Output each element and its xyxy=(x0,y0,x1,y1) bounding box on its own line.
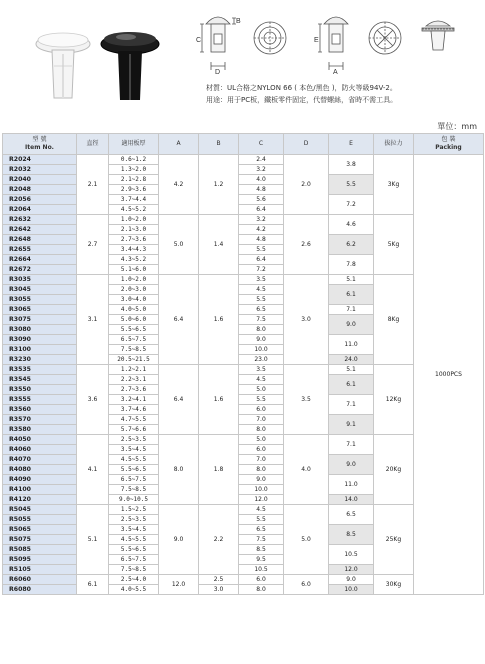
thickness-cell: 5.7~6.6 xyxy=(109,425,159,435)
item-number-cell: R5105 xyxy=(3,565,77,575)
c-cell: 4.5 xyxy=(239,505,284,515)
c-cell: 3.2 xyxy=(239,215,284,225)
c-cell: 7.2 xyxy=(239,265,284,275)
thickness-cell: 2.5~4.0 xyxy=(109,575,159,585)
thickness-cell: 4.0~5.5 xyxy=(109,585,159,595)
thickness-cell: 20.5~21.5 xyxy=(109,355,159,365)
thickness-cell: 3.5~4.5 xyxy=(109,525,159,535)
spec-table xyxy=(2,133,484,595)
e-cell: 5.1 xyxy=(329,365,374,375)
c-cell: 8.0 xyxy=(239,585,284,595)
item-number-cell: R2024 xyxy=(3,155,77,165)
c-cell: 9.5 xyxy=(239,555,284,565)
table-row xyxy=(3,365,484,375)
b-cell: 3.0 xyxy=(199,585,239,595)
thickness-cell: 2.0~3.0 xyxy=(109,285,159,295)
c-cell: 3.2 xyxy=(239,165,284,175)
dim-label-d: D xyxy=(215,69,221,76)
e-cell: 5.5 xyxy=(329,175,374,195)
item-number-cell: R6060 xyxy=(3,575,77,585)
c-cell: 5.6 xyxy=(239,195,284,205)
table-row xyxy=(3,275,484,285)
header-b: B xyxy=(199,134,239,155)
c-cell: 3.5 xyxy=(239,365,284,375)
e-cell: 24.0 xyxy=(329,355,374,365)
item-number-cell: R4060 xyxy=(3,445,77,455)
thickness-cell: 5.5~6.5 xyxy=(109,325,159,335)
item-number-cell: R3550 xyxy=(3,385,77,395)
e-cell: 6.1 xyxy=(329,375,374,395)
table-header-row xyxy=(3,134,484,155)
header-diameter: 直徑 xyxy=(77,134,109,155)
thickness-cell: 1.5~2.5 xyxy=(109,505,159,515)
d-cell: 4.0 xyxy=(284,435,329,505)
c-cell: 10.0 xyxy=(239,345,284,355)
c-cell: 5.0 xyxy=(239,385,284,395)
header-item: 型 號 Item No. xyxy=(3,134,77,155)
thickness-cell: 6.5~7.5 xyxy=(109,555,159,565)
e-cell: 9.0 xyxy=(329,575,374,585)
a-cell: 8.0 xyxy=(159,435,199,505)
c-cell: 4.5 xyxy=(239,285,284,295)
header-pull: 拔拉力 xyxy=(374,134,414,155)
c-cell: 6.0 xyxy=(239,445,284,455)
c-cell: 6.5 xyxy=(239,305,284,315)
thickness-cell: 3.5~4.5 xyxy=(109,445,159,455)
table-row xyxy=(3,435,484,445)
c-cell: 4.2 xyxy=(239,225,284,235)
c-cell: 6.0 xyxy=(239,405,284,415)
header-e: E xyxy=(329,134,374,155)
table-row xyxy=(3,215,484,225)
header-d: D xyxy=(284,134,329,155)
b-cell: 1.8 xyxy=(199,435,239,505)
product-photo xyxy=(18,6,168,106)
e-cell: 7.1 xyxy=(329,395,374,415)
thickness-cell: 6.5~7.5 xyxy=(109,335,159,345)
thickness-cell: 5.5~6.5 xyxy=(109,465,159,475)
dim-label-c: C xyxy=(196,37,202,44)
item-number-cell: R5075 xyxy=(3,535,77,545)
product-header xyxy=(0,0,485,112)
e-cell: 12.0 xyxy=(329,565,374,575)
item-number-cell: R2064 xyxy=(3,205,77,215)
c-cell: 5.0 xyxy=(239,435,284,445)
c-cell: 8.0 xyxy=(239,425,284,435)
e-cell: 7.8 xyxy=(329,255,374,275)
item-number-cell: R5095 xyxy=(3,555,77,565)
c-cell: 5.5 xyxy=(239,295,284,305)
e-cell: 10.5 xyxy=(329,545,374,565)
a-cell: 9.0 xyxy=(159,505,199,575)
e-cell: 6.1 xyxy=(329,285,374,305)
item-number-cell: R6080 xyxy=(3,585,77,595)
c-cell: 6.0 xyxy=(239,575,284,585)
c-cell: 4.5 xyxy=(239,375,284,385)
c-cell: 7.5 xyxy=(239,315,284,325)
item-number-cell: R3545 xyxy=(3,375,77,385)
e-cell: 7.1 xyxy=(329,435,374,455)
thickness-cell: 5.0~6.0 xyxy=(109,315,159,325)
c-cell: 3.5 xyxy=(239,275,284,285)
diameter-cell: 5.1 xyxy=(77,505,109,575)
thickness-cell: 2.7~3.6 xyxy=(109,235,159,245)
item-number-cell: R4120 xyxy=(3,495,77,505)
item-number-cell: R3045 xyxy=(3,285,77,295)
thickness-cell: 0.6~1.2 xyxy=(109,155,159,165)
pull-force-cell: 30Kg xyxy=(374,575,414,595)
e-cell: 8.5 xyxy=(329,525,374,545)
d-cell: 2.6 xyxy=(284,215,329,275)
item-number-cell: R3090 xyxy=(3,335,77,345)
e-cell: 7.1 xyxy=(329,305,374,315)
thickness-cell: 4.0~5.0 xyxy=(109,305,159,315)
c-cell: 5.5 xyxy=(239,395,284,405)
c-cell: 9.0 xyxy=(239,335,284,345)
thickness-cell: 3.2~4.1 xyxy=(109,395,159,405)
e-cell: 5.1 xyxy=(329,275,374,285)
d-cell: 3.0 xyxy=(284,275,329,365)
thickness-cell: 1.0~2.0 xyxy=(109,275,159,285)
item-number-cell: R3535 xyxy=(3,365,77,375)
thickness-cell: 2.5~3.5 xyxy=(109,515,159,525)
thickness-cell: 2.1~2.8 xyxy=(109,175,159,185)
header-a: A xyxy=(159,134,199,155)
c-cell: 4.8 xyxy=(239,235,284,245)
c-cell: 8.0 xyxy=(239,465,284,475)
thickness-cell: 2.5~3.5 xyxy=(109,435,159,445)
b-cell: 1.6 xyxy=(199,365,239,435)
pull-force-cell: 8Kg xyxy=(374,275,414,365)
header-packing: 包 裝 Packing xyxy=(414,134,484,155)
b-cell: 2.2 xyxy=(199,505,239,575)
item-number-cell: R2655 xyxy=(3,245,77,255)
dim-label-e: E xyxy=(314,37,319,44)
item-number-cell: R3100 xyxy=(3,345,77,355)
item-number-cell: R2048 xyxy=(3,185,77,195)
item-number-cell: R2642 xyxy=(3,225,77,235)
item-number-cell: R4080 xyxy=(3,465,77,475)
table-row xyxy=(3,575,484,585)
thickness-cell: 9.0~10.5 xyxy=(109,495,159,505)
black-clip-image xyxy=(101,32,159,100)
table-row xyxy=(3,505,484,515)
a-cell: 4.2 xyxy=(159,155,199,215)
diameter-cell: 6.1 xyxy=(77,575,109,595)
e-cell: 9.0 xyxy=(329,455,374,475)
c-cell: 2.4 xyxy=(239,155,284,165)
thickness-cell: 5.1~6.0 xyxy=(109,265,159,275)
c-cell: 6.5 xyxy=(239,525,284,535)
c-cell: 7.0 xyxy=(239,415,284,425)
dim-label-a: A xyxy=(333,69,338,76)
e-cell: 9.1 xyxy=(329,415,374,435)
item-number-cell: R3055 xyxy=(3,295,77,305)
e-cell: 10.0 xyxy=(329,585,374,595)
c-cell: 5.5 xyxy=(239,515,284,525)
item-number-cell: R2648 xyxy=(3,235,77,245)
thickness-cell: 7.5~8.5 xyxy=(109,565,159,575)
item-number-cell: R2032 xyxy=(3,165,77,175)
b-cell: 2.5 xyxy=(199,575,239,585)
diameter-cell: 3.6 xyxy=(77,365,109,435)
a-cell: 6.4 xyxy=(159,275,199,365)
item-number-cell: R2040 xyxy=(3,175,77,185)
item-number-cell: R3080 xyxy=(3,325,77,335)
packing-cell: 1000PCS xyxy=(414,155,484,595)
c-cell: 10.5 xyxy=(239,565,284,575)
c-cell: 9.0 xyxy=(239,475,284,485)
c-cell: 4.8 xyxy=(239,185,284,195)
spec-table-body xyxy=(3,155,484,595)
c-cell: 4.0 xyxy=(239,175,284,185)
thickness-cell: 1.2~2.1 xyxy=(109,365,159,375)
b-cell: 1.4 xyxy=(199,215,239,275)
item-number-cell: R3075 xyxy=(3,315,77,325)
item-number-cell: R2632 xyxy=(3,215,77,225)
thickness-cell: 2.2~3.1 xyxy=(109,375,159,385)
thickness-cell: 5.5~6.5 xyxy=(109,545,159,555)
e-cell: 6.5 xyxy=(329,505,374,525)
usage-text: 用途：用于PC板，鐵板零件固定，代替螺絲，省時不需工具。 xyxy=(206,96,398,104)
c-cell: 7.0 xyxy=(239,455,284,465)
c-cell: 8.5 xyxy=(239,545,284,555)
c-cell: 8.0 xyxy=(239,325,284,335)
c-cell: 23.0 xyxy=(239,355,284,365)
e-cell: 4.6 xyxy=(329,215,374,235)
e-cell: 11.0 xyxy=(329,475,374,495)
b-cell: 1.2 xyxy=(199,155,239,215)
thickness-cell: 4.5~5.5 xyxy=(109,455,159,465)
item-number-cell: R4090 xyxy=(3,475,77,485)
dim-label-b: B xyxy=(236,18,241,25)
a-cell: 12.0 xyxy=(159,575,199,595)
pull-force-cell: 3Kg xyxy=(374,155,414,215)
d-cell: 6.0 xyxy=(284,575,329,595)
b-cell: 1.6 xyxy=(199,275,239,365)
diameter-cell: 4.1 xyxy=(77,435,109,505)
thickness-cell: 1.0~2.0 xyxy=(109,215,159,225)
thickness-cell: 4.7~5.5 xyxy=(109,415,159,425)
pull-force-cell: 5Kg xyxy=(374,215,414,275)
item-number-cell: R2664 xyxy=(3,255,77,265)
item-number-cell: R2056 xyxy=(3,195,77,205)
thickness-cell: 3.0~4.0 xyxy=(109,295,159,305)
e-cell: 6.2 xyxy=(329,235,374,255)
thickness-cell: 3.4~4.3 xyxy=(109,245,159,255)
e-cell: 3.8 xyxy=(329,155,374,175)
item-number-cell: R5045 xyxy=(3,505,77,515)
c-cell: 5.5 xyxy=(239,245,284,255)
e-cell: 7.2 xyxy=(329,195,374,215)
header-c: C xyxy=(239,134,284,155)
thickness-cell: 4.5~5.2 xyxy=(109,205,159,215)
item-number-cell: R5085 xyxy=(3,545,77,555)
diameter-cell: 2.7 xyxy=(77,215,109,275)
item-number-cell: R2672 xyxy=(3,265,77,275)
item-number-cell: R3065 xyxy=(3,305,77,315)
thickness-cell: 3.7~4.6 xyxy=(109,405,159,415)
item-number-cell: R3560 xyxy=(3,405,77,415)
item-number-cell: R3580 xyxy=(3,425,77,435)
item-number-cell: R3555 xyxy=(3,395,77,405)
thickness-cell: 4.5~5.5 xyxy=(109,535,159,545)
c-cell: 12.0 xyxy=(239,495,284,505)
d-cell: 2.0 xyxy=(284,155,329,215)
item-number-cell: R4070 xyxy=(3,455,77,465)
thickness-cell: 1.3~2.0 xyxy=(109,165,159,175)
item-number-cell: R5055 xyxy=(3,515,77,525)
pull-force-cell: 25Kg xyxy=(374,505,414,575)
c-cell: 10.0 xyxy=(239,485,284,495)
e-cell: 11.0 xyxy=(329,335,374,355)
thickness-cell: 4.3~5.2 xyxy=(109,255,159,265)
thickness-cell: 3.7~4.4 xyxy=(109,195,159,205)
a-cell: 5.0 xyxy=(159,215,199,275)
header-thickness: 適用板厚 xyxy=(109,134,159,155)
item-number-cell: R4050 xyxy=(3,435,77,445)
material-text: 材質：UL合格之NYLON 66 ( 本色/黑色 )，防火等級94V-2。 xyxy=(206,84,397,92)
d-cell: 3.5 xyxy=(284,365,329,435)
pull-force-cell: 20Kg xyxy=(374,435,414,505)
pull-force-cell: 12Kg xyxy=(374,365,414,435)
item-number-cell: R3570 xyxy=(3,415,77,425)
technical-drawing xyxy=(178,4,478,76)
item-number-cell: R5065 xyxy=(3,525,77,535)
diameter-cell: 2.1 xyxy=(77,155,109,215)
thickness-cell: 6.5~7.5 xyxy=(109,475,159,485)
e-cell: 14.0 xyxy=(329,495,374,505)
item-number-cell: R3035 xyxy=(3,275,77,285)
c-cell: 6.4 xyxy=(239,205,284,215)
d-cell: 5.0 xyxy=(284,505,329,575)
thickness-cell: 7.5~8.5 xyxy=(109,345,159,355)
item-number-cell: R4100 xyxy=(3,485,77,495)
a-cell: 6.4 xyxy=(159,365,199,435)
diameter-cell: 3.1 xyxy=(77,275,109,365)
e-cell: 9.0 xyxy=(329,315,374,335)
thickness-cell: 2.9~3.6 xyxy=(109,185,159,195)
white-clip-image xyxy=(36,33,90,98)
thickness-cell: 2.1~3.0 xyxy=(109,225,159,235)
thickness-cell: 2.7~3.6 xyxy=(109,385,159,395)
c-cell: 7.5 xyxy=(239,535,284,545)
thickness-cell: 7.5~8.5 xyxy=(109,485,159,495)
item-number-cell: R3230 xyxy=(3,355,77,365)
c-cell: 6.4 xyxy=(239,255,284,265)
table-row xyxy=(3,155,484,165)
unit-label: 單位：mm xyxy=(437,122,477,131)
